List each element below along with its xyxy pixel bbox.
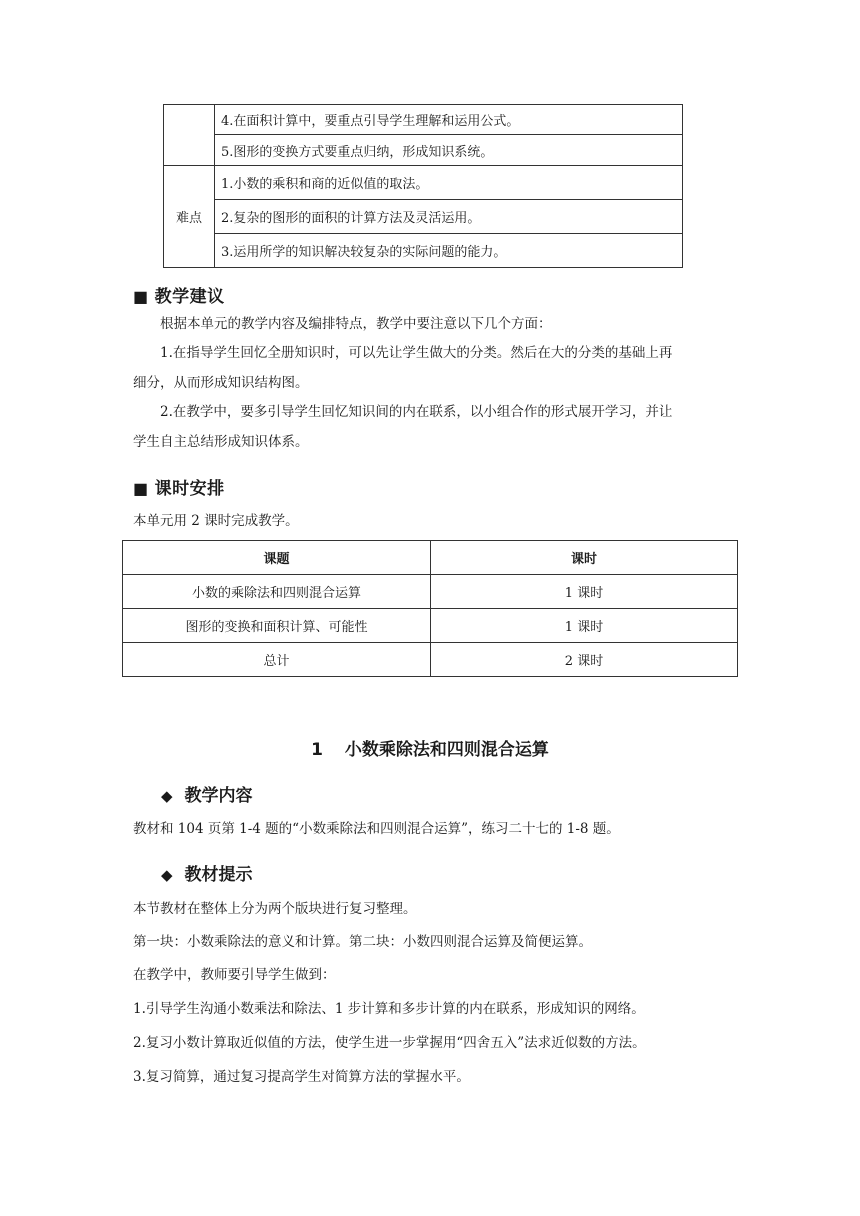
heading-text: 课时安排 [154, 479, 225, 499]
teaching-suggestions-heading [133, 282, 225, 307]
table-row [164, 105, 683, 135]
table-row [164, 200, 683, 234]
table-header-row [123, 541, 738, 575]
table-cell: 2 课时 [431, 643, 738, 677]
paragraph: 第一块：小数乘除法的意义和计算。第二块：小数四则混合运算及简便运算。 [133, 934, 592, 950]
diamond-bullet-icon: ◆ [161, 866, 173, 884]
chapter-title [0, 735, 860, 760]
table-cell: 5.图形的变换方式要重点归纳，形成知识系统。 [215, 135, 683, 166]
heading-text: 教学内容 [184, 786, 253, 806]
paragraph: 1.引导学生沟通小数乘法和除法、1 步计算和多步计算的内在联系，形成知识的网络。 [133, 1001, 645, 1017]
table-cell: 4.在面积计算中，要重点引导学生理解和运用公式。 [215, 105, 683, 135]
table-cell: 3.运用所学的知识解决较复杂的实际问题的能力。 [215, 234, 683, 268]
paragraph: 本单元用 2 课时完成教学。 [133, 513, 299, 529]
key-points-table [163, 104, 683, 268]
lesson-schedule-table [122, 540, 738, 677]
square-bullet-icon: ■ [133, 287, 149, 306]
table-row [123, 609, 738, 643]
paragraph: 本节教材在整体上分为两个版块进行复习整理。 [133, 901, 417, 917]
paragraph: 根据本单元的教学内容及编排特点，教学中要注意以下几个方面： [160, 316, 552, 332]
column-header: 课题 [123, 541, 431, 575]
paragraph: 细分，从而形成知识结构图。 [133, 375, 309, 391]
paragraph: 在教学中，教师要引导学生做到： [133, 967, 336, 983]
table-cell: 2.复杂的图形的面积的计算方法及灵活运用。 [215, 200, 683, 234]
table-row [164, 166, 683, 200]
diamond-bullet-icon: ◆ [161, 787, 173, 805]
paragraph: 学生自主总结形成知识体系。 [133, 434, 309, 450]
table-cell: 1 课时 [431, 575, 738, 609]
heading-text: 教学建议 [154, 287, 225, 307]
square-bullet-icon: ■ [133, 479, 149, 498]
table-cell: 1.小数的乘积和商的近似值的取法。 [215, 166, 683, 200]
column-header: 课时 [431, 541, 738, 575]
table-cell: 小数的乘除法和四则混合运算 [123, 575, 431, 609]
table-row [164, 234, 683, 268]
chapter-title-text: 小数乘除法和四则混合运算 [344, 740, 549, 760]
paragraph: 2.在教学中，要多引导学生回忆知识间的内在联系，以小组合作的形式展开学习，并让 [160, 404, 673, 420]
table-cell: 图形的变换和面积计算、可能性 [123, 609, 431, 643]
paragraph: 2.复习小数计算取近似值的方法，使学生进一步掌握用“四舍五入”法求近似数的方法。 [133, 1035, 646, 1051]
table-row [123, 643, 738, 677]
paragraph: 3.复习简算，通过复习提高学生对简算方法的掌握水平。 [133, 1069, 470, 1085]
chapter-number: 1 [311, 740, 323, 760]
category-cell-empty [164, 105, 215, 166]
textbook-tips-heading [161, 860, 253, 885]
table-cell: 1 课时 [431, 609, 738, 643]
difficulty-label: 难点 [164, 166, 215, 268]
lesson-schedule-heading [133, 474, 225, 499]
paragraph: 1.在指导学生回忆全册知识时，可以先让学生做大的分类。然后在大的分类的基础上再 [160, 345, 673, 361]
table-row [123, 575, 738, 609]
table-cell: 总计 [123, 643, 431, 677]
paragraph: 教材和 104 页第 1-4 题的“小数乘除法和四则混合运算”，练习二十七的 1-8 题。 [133, 821, 620, 837]
heading-text: 教材提示 [184, 865, 253, 885]
table-row [164, 135, 683, 166]
teaching-content-heading [161, 781, 253, 806]
